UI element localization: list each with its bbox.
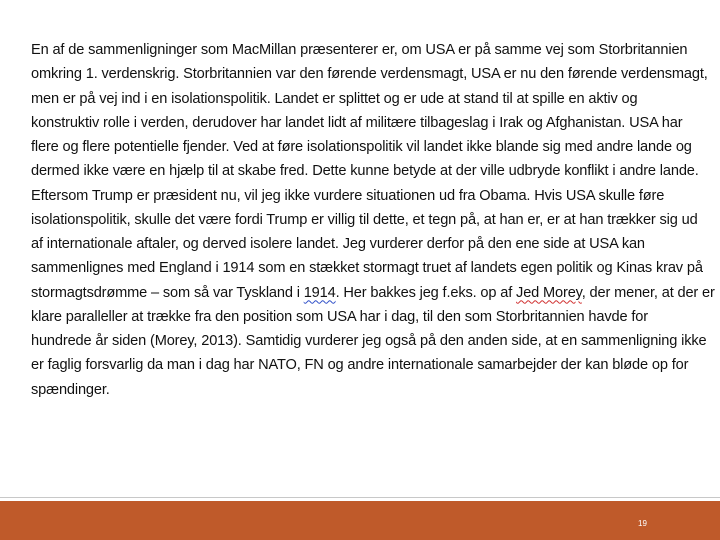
text-line-11 xyxy=(31,281,715,305)
page-number: 19 xyxy=(638,519,647,528)
text-line-8: isolationspolitik, skulle det være fordi Trump er villig til dette, et tegn på, at han er, er at han trækker sig ud xyxy=(31,211,698,228)
text-line-10: sammenlignes med England i 1914 som en stækket stormagt truet af landets egen politik og Kinas krav på xyxy=(31,260,703,277)
text-line-11-after: , der mener, at der er xyxy=(581,284,715,301)
text-line-6: dermed ikke være en hjælp til at skabe fred. Dette kunne betyde at der ville udbryde konflikt i andre lande. xyxy=(31,163,699,180)
text-line-11-middle: . Her bakkes jeg f.eks. op af xyxy=(335,284,517,301)
slide-text-body xyxy=(31,38,715,402)
text-line-9: af internationale aftaler, og derved isolere landet. Jeg vurderer derfor på den ene side at USA kan xyxy=(31,236,645,252)
text-line-12: klare paralleller at trække fra den position som USA har i dag, til den som Storbritannien havde for xyxy=(31,308,648,325)
text-line-5: flere og flere potentielle fjender. Ved at føre isolationspolitik vil landet ikke blande sig med andre lande og xyxy=(31,139,692,155)
text-line-15: spændinger. xyxy=(31,381,110,398)
text-line-1: En af de sammenligninger som MacMillan præsenterer er, om USA er på samme vej som Storbritannien xyxy=(31,42,688,58)
text-line-3: men er på vej ind i en isolationspolitik. Landet er splittet og er ude at stand til at spille en aktiv og xyxy=(31,90,638,107)
text-line-4: konstruktiv rolle i verden, derudover har landet lidt af militære tilbageslag i Irak og Afghanistan. USA har xyxy=(31,114,683,131)
text-line-7: Eftersom Trump er præsident nu, vil jeg ikke vurdere situationen ud fra Obama. Hvis USA skulle føre xyxy=(31,187,665,204)
text-line-14: er faglig forsvarlig da man i dag har NATO, FN og andre internationale samarbejder der kan bløde op for xyxy=(31,357,689,374)
footer-divider xyxy=(0,497,720,498)
text-line-2: omkring 1. verdenskrig. Storbritannien var den førende verdensmagt, USA er nu den førende verdensmagt, xyxy=(31,66,708,83)
footer-bar xyxy=(0,501,720,540)
text-line-13: hundrede år siden (Morey, 2013). Samtidig vurderer jeg også på den anden side, at en sammenligning ikke xyxy=(31,333,707,349)
spellcheck-flag-name: Jed Morey xyxy=(516,284,582,301)
grammar-flag-year: 1914 xyxy=(303,284,336,301)
text-line-11-before: stormagtsdrømme – som så var Tyskland i xyxy=(31,284,304,301)
